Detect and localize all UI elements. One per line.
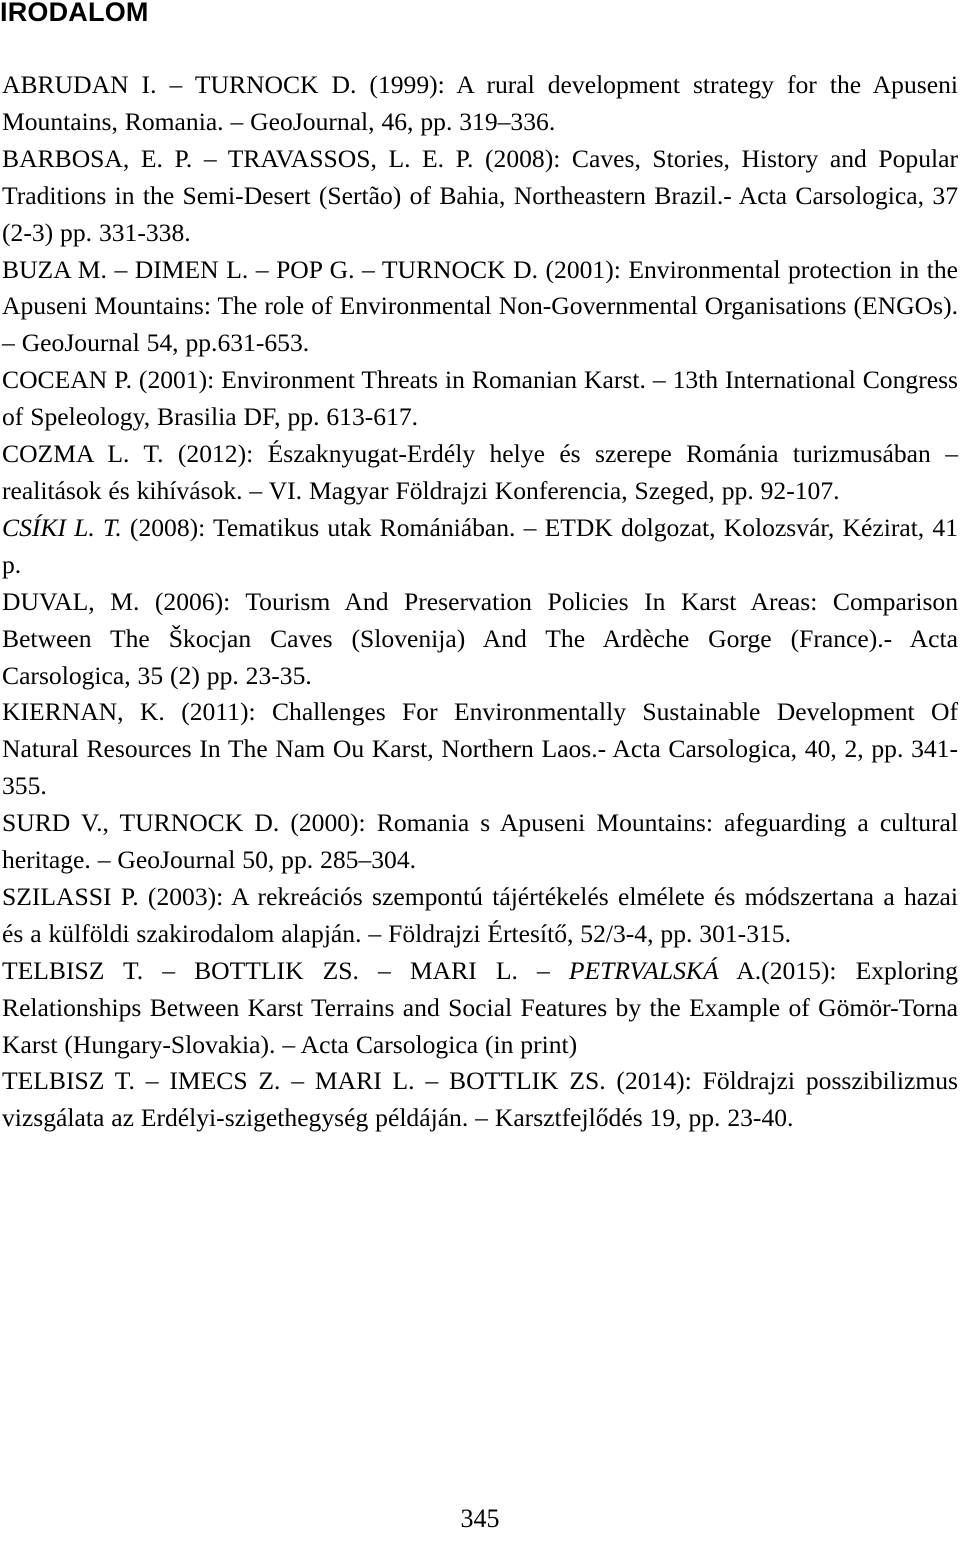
reference-text: SURD V., TURNOCK D. (2000): Romania s Apuseni Mountains: afeguarding a cultural heritage. – GeoJournal 50, pp. 285–304.	[2, 808, 958, 875]
page-heading: IRODALOM	[0, 0, 149, 27]
reference-text: BARBOSA, E. P. – TRAVASSOS, L. E. P. (2008): Caves, Stories, History and Popular Traditions in the Semi-Desert (Sertão) of Bahia, Northeastern Brazil.- Acta Carsologica, 37 (2-3) pp. 331-338.	[2, 143, 958, 247]
reference-text: COZMA L. T. (2012): Északnyugat-Erdély helye és szerepe Románia turizmusában – realitások és kihívások. – VI. Magyar Földrajzi Konferencia, Szeged, pp. 92-107.	[2, 439, 958, 505]
reference-text: BUZA M. – DIMEN L. – POP G. – TURNOCK D. (2001): Environmental protection in the Apuseni Mountains: The role of Environmental Non-Governmental Organisations (ENGOs). – GeoJournal 54, pp.631-653.	[2, 254, 958, 358]
reference-text: A.(2015): Exploring Relationships Between Karst Terrains and Social Features by the Example of Gömör-Torna Karst (Hungary-Slovakia). – Acta Carsologica (in print)	[2, 955, 958, 1059]
reference-item	[2, 436, 958, 510]
reference-item	[2, 1063, 958, 1137]
reference-item	[2, 67, 958, 141]
reference-authors: TELBISZ T. – BOTTLIK ZS. – MARI L. –	[2, 955, 569, 985]
reference-text: (2008): Tematikus utak Romániában. – ETDK dolgozat, Kolozsvár, Kézirat, 41 p.	[2, 512, 958, 579]
reference-item	[2, 953, 958, 1064]
reference-text: COCEAN P. (2001): Environment Threats in Romanian Karst. – 13th International Congress of Speleology, Brasilia DF, pp. 613-617.	[2, 365, 958, 432]
reference-item	[2, 141, 958, 252]
reference-text: SZILASSI P. (2003): A rekreációs szempontú tájértékelés elmélete és módszertana a hazai és a külföldi szakirodalom alapján. – Földrajzi Értesítő, 52/3-4, pp. 301-315.	[2, 881, 958, 948]
page-number: 345	[460, 1504, 500, 1533]
reference-list	[2, 67, 958, 1137]
reference-text: ABRUDAN I. – TURNOCK D. (1999): A rural development strategy for the Apuseni Mountains, Romania. – GeoJournal, 46, pp. 319–336.	[2, 70, 958, 136]
reference-text: KIERNAN, K. (2011): Challenges For Environmentally Sustainable Development Of Natural Resources In The Nam Ou Karst, Northern Laos.- Acta Carsologica, 40, 2, pp. 341-355.	[2, 697, 958, 801]
reference-item	[2, 362, 958, 436]
reference-text: DUVAL, M. (2006): Tourism And Preservation Policies In Karst Areas: Comparison Between The Škocjan Caves (Slovenija) And The Ardèche Gorge (France).- Acta Carsologica, 35 (2) pp. 23-35.	[2, 586, 958, 690]
reference-item	[2, 805, 958, 879]
reference-item	[2, 584, 958, 695]
reference-author-italic: CSÍKI L. T.	[2, 512, 122, 542]
reference-author-italic: PETRVALSKÁ	[568, 955, 719, 985]
reference-item	[2, 510, 958, 584]
reference-item	[2, 879, 958, 953]
reference-item	[2, 252, 958, 363]
reference-item	[2, 694, 958, 805]
reference-text: TELBISZ T. – IMECS Z. – MARI L. – BOTTLIK ZS. (2014): Földrajzi posszibilizmus vizsgálata az Erdélyi-szigethegység példáján. – Karsztfejlődés 19, pp. 23-40.	[2, 1066, 958, 1133]
